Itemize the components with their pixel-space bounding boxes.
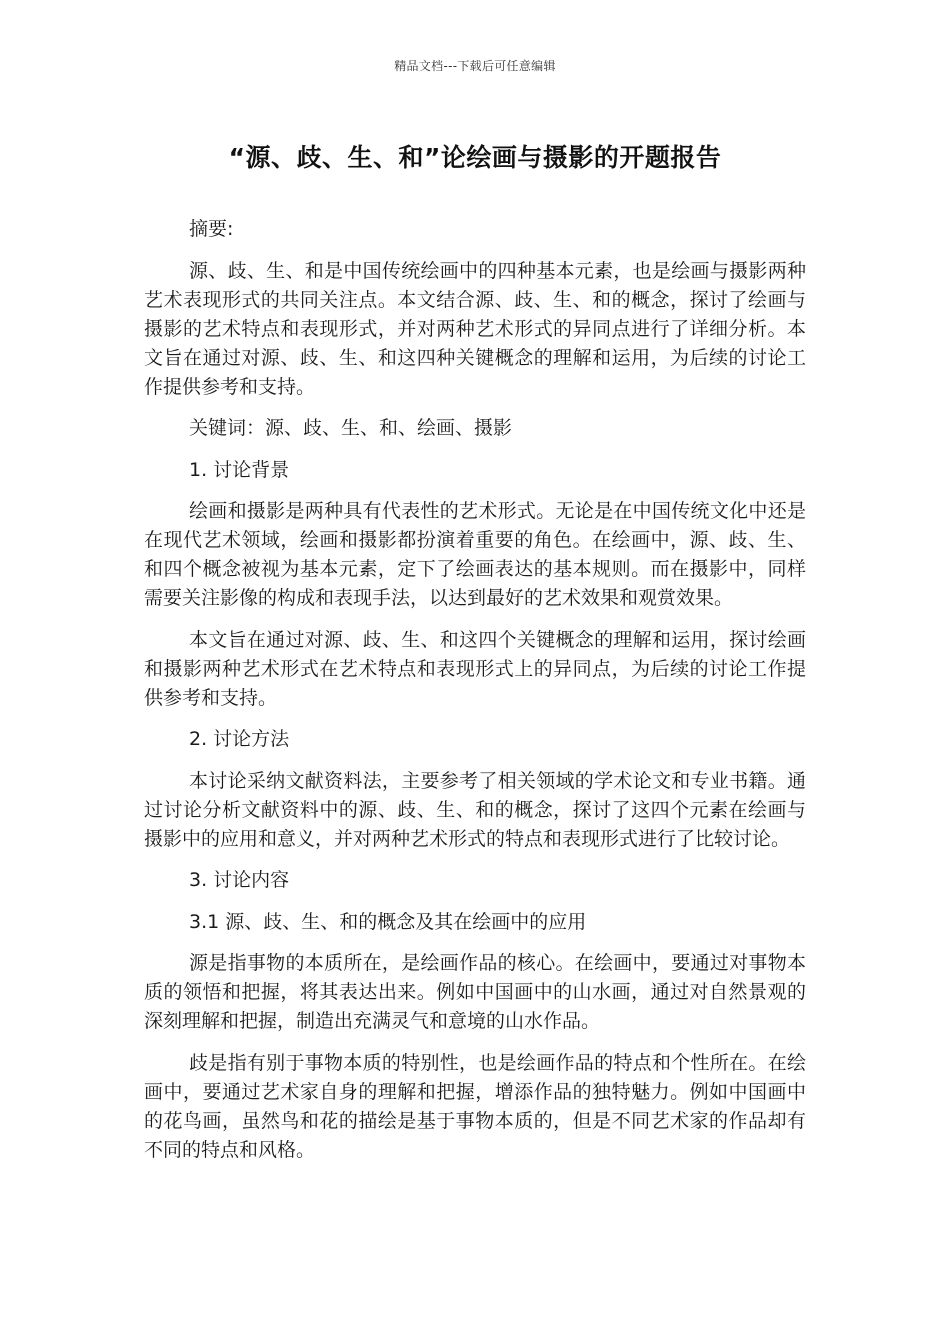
body-paragraph: 源是指事物的本质所在，是绘画作品的核心。在绘画中，要通过对事物本质的领悟和把握，将其表达出来。例如中国画中的山水画，通过对自然景观的深刻理解和把握，制造出充满灵气和意境的山水作品。 <box>144 952 806 1032</box>
document-body <box>144 215 806 1177</box>
document-title: “源、歧、生、和”论绘画与摄影的开题报告 <box>228 143 722 172</box>
body-paragraph: 歧是指有别于事物本质的特别性，也是绘画作品的特点和个性所在。在绘画中，要通过艺术家自身的理解和把握，增添作品的独特魅力。例如中国画中的花鸟画，虽然鸟和花的描绘是基于事物本质的，但是不同艺术家的作品却有不同的特点和风格。 <box>144 1051 806 1161</box>
body-paragraph: 绘画和摄影是两种具有代表性的艺术形式。无论是在中国传统文化中还是在现代艺术领域，绘画和摄影都扮演着重要的角色。在绘画中，源、歧、生、和四个概念被视为基本元素，定下了绘画表达的基本规则。而在摄影中，同样需要关注影像的构成和表现手法，以达到最好的艺术效果和观赏效果。 <box>144 500 806 609</box>
abstract-heading: 摘要: <box>189 218 234 240</box>
section-heading: 1. 讨论背景 <box>189 458 290 481</box>
abstract-paragraph: 源、歧、生、和是中国传统绘画中的四种基本元素，也是绘画与摄影两种艺术表现形式的共同关注点。本文结合源、歧、生、和的概念，探讨了绘画与摄影的艺术特点和表现形式，并对两种艺术形式的异同点进行了详细分析。本文旨在通过对源、歧、生、和这四种关键概念的理解和运用，为后续的讨论工作提供参考和支持。 <box>144 259 806 398</box>
subsection-heading: 3.1 源、歧、生、和的概念及其在绘画中的应用 <box>189 910 587 933</box>
header-note: 精品文档---下载后可任意编辑 <box>394 59 556 73</box>
body-paragraph: 本文旨在通过对源、歧、生、和这四个关键概念的理解和运用，探讨绘画和摄影两种艺术形式在艺术特点和表现形式上的异同点，为后续的讨论工作提供参考和支持。 <box>144 628 806 709</box>
section-heading: 2. 讨论方法 <box>189 728 290 750</box>
body-paragraph: 本讨论采纳文献资料法，主要参考了相关领域的学术论文和专业书籍。通过讨论分析文献资料中的源、歧、生、和的概念，探讨了这四个元素在绘画与摄影中的应用和意义，并对两种艺术形式的特点和表现形式进行了比较讨论。 <box>144 769 806 850</box>
keywords-line: 关键词：源、歧、生、和、绘画、摄影 <box>189 417 513 439</box>
section-heading: 3. 讨论内容 <box>189 869 290 891</box>
